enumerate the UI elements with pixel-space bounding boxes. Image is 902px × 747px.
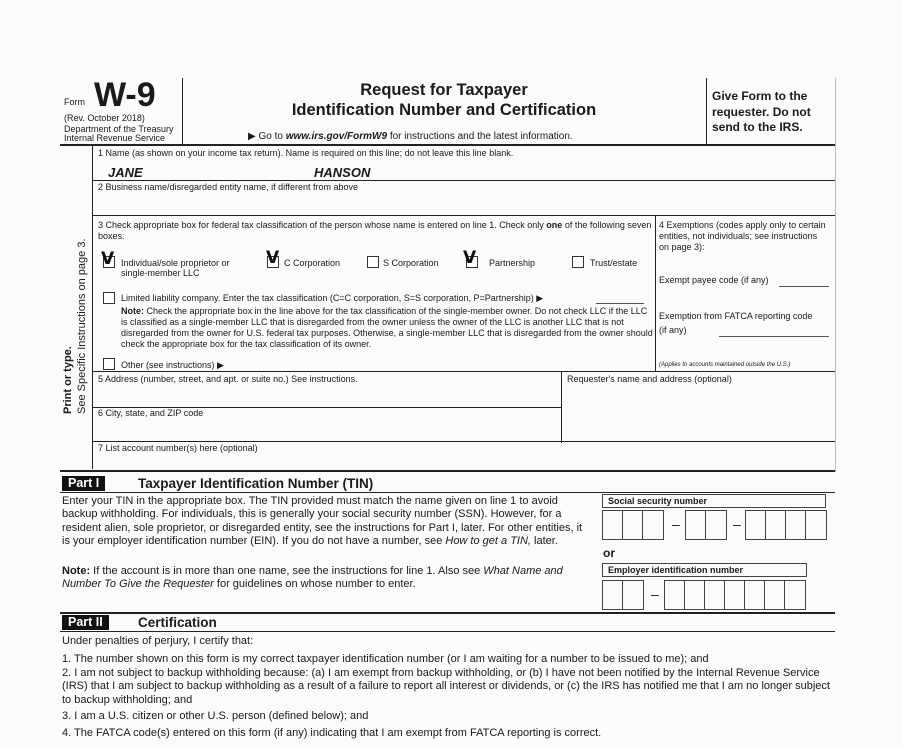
department-name: Department of the Treasury xyxy=(64,124,174,134)
c-corp-label: C Corporation xyxy=(284,258,341,268)
individual-check-mark: V xyxy=(101,249,115,269)
or-separator: or xyxy=(603,546,615,560)
line3-bottom-rule xyxy=(92,371,835,372)
ssn-dash-2: – xyxy=(733,516,741,532)
partnership-check-mark: V xyxy=(463,248,477,268)
part1-note-end: for guidelines on whose number to enter. xyxy=(216,578,416,591)
goto-instructions xyxy=(248,131,573,143)
line4-column-border xyxy=(655,215,656,371)
llc-label: Limited liability company. Enter the tax classification (C=C corporation, S=S corporation, P=Partnership) ▶ xyxy=(121,293,544,303)
ein-label: Employer identification number xyxy=(602,563,807,577)
ssn-digit-5[interactable] xyxy=(705,510,727,540)
ssn-digit-1[interactable] xyxy=(602,510,623,540)
part1-label: Part I xyxy=(62,476,105,491)
ssn-digit-6[interactable] xyxy=(745,510,766,540)
line1-bottom-rule xyxy=(92,180,835,181)
exempt-payee-input[interactable] xyxy=(779,286,829,287)
ssn-digit-9[interactable] xyxy=(805,510,827,540)
requester-label: Requester's name and address (optional) xyxy=(567,374,732,384)
header-bottom-rule xyxy=(60,144,835,146)
part2-title: Certification xyxy=(138,615,217,630)
side-instructions xyxy=(62,164,75,414)
ein-digit-1[interactable] xyxy=(602,580,623,610)
partnership-label: Partnership xyxy=(489,258,536,268)
line3-label-one: one xyxy=(546,220,563,230)
line4-label: 4 Exemptions (codes apply only to certain entities, not individuals; see instructions on page 3): xyxy=(659,220,826,252)
line6-bottom-rule xyxy=(92,441,835,442)
part1-para-end: later. xyxy=(534,534,558,547)
line2-bottom-rule xyxy=(92,215,835,216)
line1-first-name[interactable]: JANE xyxy=(108,165,143,180)
llc-note-label: Note: xyxy=(121,306,144,316)
llc-note-text: Check the appropriate box in the line above for the tax classification of the single-member owner. Do not check LLC if the LLC is classified as a single-member LLC that is disregarded from the owner unless the owner of the LLC is another LLC that is not disregarded from the owner for U.S. federal tax purposes. Otherwise, a single-member LLC that is disregarded from the owner should check the appropriate box for the tax classification of its owner. xyxy=(121,306,653,349)
part1-note xyxy=(62,565,586,592)
ssn-label: Social security number xyxy=(602,494,826,508)
part2-item2: 2. I am not subject to backup withholding because: (a) I am exempt from backup withholding, or (b) I have not been notified by the Internal Revenue Service (IRS) that I am subject to backup withholding as a result of a failure to report all interest or dividends, or (c) the IRS has notified me that I am no longer subject to backup withholding; and xyxy=(62,667,830,706)
line7-label: 7 List account number(s) here (optional) xyxy=(98,443,258,453)
line3-label-a: 3 Check appropriate box for federal tax classification of the person whose name is entered on line 1. Check only xyxy=(98,220,544,230)
fatca-label: Exemption from FATCA reporting code (if any) xyxy=(659,311,813,335)
line3-label-d: following seven boxes. xyxy=(98,220,652,241)
goto-prefix: Go to xyxy=(258,131,283,142)
fatca-applies-note: (Applies to accounts maintained outside the U.S.) xyxy=(659,362,791,368)
ein-digit-4[interactable] xyxy=(684,580,705,610)
part2-intro: Under penalties of perjury, I certify that: xyxy=(62,635,254,647)
form-body-left-border xyxy=(92,145,93,469)
ein-digit-5[interactable] xyxy=(704,580,725,610)
ein-dash: – xyxy=(651,586,659,602)
part1-title: Taxpayer Identification Number (TIN) xyxy=(138,476,374,491)
c-corp-check-mark: V xyxy=(266,248,280,268)
irs-url-link[interactable]: www.irs.gov/FormW9 xyxy=(285,131,388,142)
llc-checkbox[interactable] xyxy=(103,292,115,304)
print-or-type: Print or type. xyxy=(62,346,74,414)
part2-label: Part II xyxy=(62,615,109,630)
trust-checkbox[interactable] xyxy=(572,256,584,268)
individual-label-a: Individual/sole proprietor or xyxy=(121,258,230,268)
line1-label: 1 Name (as shown on your income tax return). Name is required on this line; do not leave this line blank. xyxy=(98,148,514,158)
ein-digit-9[interactable] xyxy=(784,580,806,610)
form-number: W-9 xyxy=(94,76,156,114)
part1-note-italic: What Name and Number To Give the Requester xyxy=(62,565,563,591)
part1-bottom-rule xyxy=(60,612,835,614)
form-revision: (Rev. October 2018) xyxy=(64,113,145,123)
part1-para-a: Enter your TIN in the appropriate box. The TIN provided must match the name given on line 1 to avoid backup withholding. For individuals, this is generally your social security number (SSN). However, for a resident alien, sole proprietor, or disregarded entity, see the instructions for Part I, later. For other entities, it is your employer identification number (EIN). If you do not have a number, see xyxy=(62,495,583,547)
requester-column-border xyxy=(561,371,562,443)
s-corp-checkbox[interactable] xyxy=(367,256,379,268)
line3-label xyxy=(98,220,653,242)
part1-note-label: Note: xyxy=(62,565,91,577)
llc-classification-input[interactable] xyxy=(596,303,644,304)
other-label: Other (see instructions) ▶ xyxy=(121,360,224,370)
side-instructions-2 xyxy=(76,164,89,414)
form-right-edge xyxy=(835,78,836,472)
line5-label: 5 Address (number, street, and apt. or suite no.) See instructions. xyxy=(98,374,358,384)
ssn-digit-2[interactable] xyxy=(622,510,643,540)
part2-item1: 1. The number shown on this form is my correct taxpayer identification number (or I am waiting for a number to be issued to me); and xyxy=(62,653,709,665)
ssn-digit-4[interactable] xyxy=(685,510,706,540)
goto-suffix: for instructions and the latest information. xyxy=(389,131,573,142)
part1-note-a: If the account is in more than one name, see the instructions for line 1. Also see xyxy=(93,565,481,577)
ein-digit-3[interactable] xyxy=(664,580,685,610)
arrow-right-icon: ▶ xyxy=(248,131,259,142)
trust-label: Trust/estate xyxy=(590,258,638,268)
part1-para-italic: How to get a TIN, xyxy=(445,534,531,547)
line3-label-c: of the xyxy=(564,220,588,230)
ein-digit-2[interactable] xyxy=(622,580,644,610)
ein-digit-7[interactable] xyxy=(744,580,765,610)
line7-bottom-rule xyxy=(60,470,835,472)
header-divider-right xyxy=(706,78,707,144)
part2-header-rule xyxy=(60,631,835,632)
see-specific-instructions: See Specific Instructions on page 3. xyxy=(76,238,88,414)
line1-last-name[interactable]: HANSON xyxy=(314,165,371,180)
service-name: Internal Revenue Service xyxy=(64,133,166,143)
part1-instructions xyxy=(62,495,586,548)
individual-label-b: single-member LLC xyxy=(121,268,200,278)
exempt-payee-label: Exempt payee code (if any) xyxy=(659,275,769,285)
part1-header-rule xyxy=(60,492,835,493)
form-title-line1: Request for Taxpayer xyxy=(360,81,528,99)
form-word: Form xyxy=(64,97,85,107)
ein-digit-6[interactable] xyxy=(724,580,745,610)
llc-note xyxy=(121,306,653,350)
line2-label: 2 Business name/disregarded entity name, if different from above xyxy=(98,182,358,192)
line6-label: 6 City, state, and ZIP code xyxy=(98,408,204,418)
ssn-digit-7[interactable] xyxy=(765,510,786,540)
fatca-input[interactable] xyxy=(719,336,829,337)
s-corp-label: S Corporation xyxy=(383,258,439,268)
give-form-notice: Give Form to the requester. Do not send to the IRS. xyxy=(712,89,811,134)
ssn-dash-1: – xyxy=(672,516,680,532)
part2-item3: 3. I am a U.S. citizen or other U.S. person (defined below); and xyxy=(62,710,369,722)
ein-digit-8[interactable] xyxy=(764,580,785,610)
part2-item4: 4. The FATCA code(s) entered on this form (if any) indicating that I am exempt from FATCA reporting is correct. xyxy=(62,727,602,739)
ssn-digit-8[interactable] xyxy=(785,510,806,540)
ssn-digit-3[interactable] xyxy=(642,510,664,540)
other-checkbox[interactable] xyxy=(103,358,115,370)
form-title-line2: Identification Number and Certification xyxy=(291,101,597,119)
